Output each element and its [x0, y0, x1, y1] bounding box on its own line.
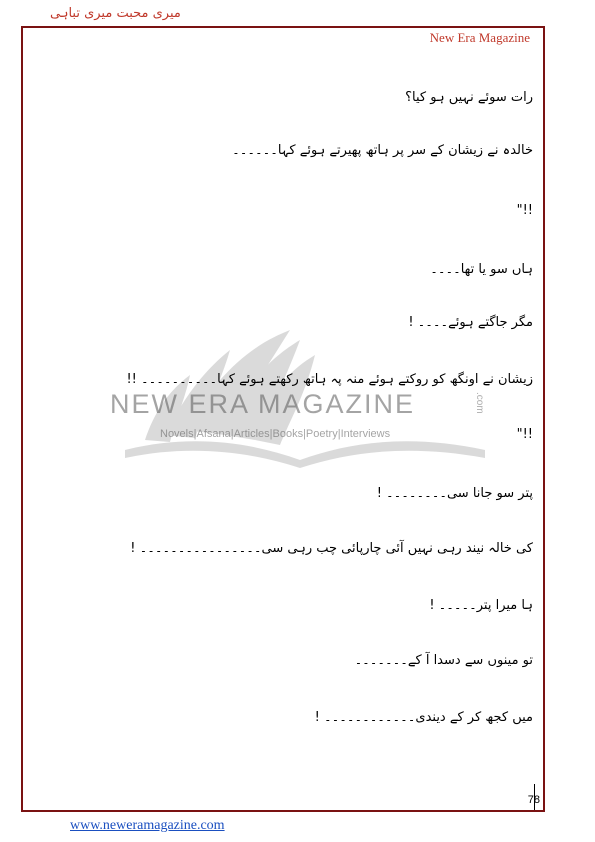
watermark-title: NEW ERA MAGAZINE	[110, 389, 416, 419]
text-line: "!!	[516, 427, 533, 442]
text-line: رات سوئے نہیں ہو کیا؟	[405, 90, 533, 105]
text-line: تو مینوں سے دسدا آ کے۔۔۔۔۔۔۔	[354, 653, 533, 668]
text-line: خالدہ نے زیشان کے سر پر ہاتھ پھیرتے ہوئے کہا۔۔۔۔۔۔	[232, 143, 533, 158]
website-link[interactable]: www.neweramagazine.com	[70, 818, 225, 833]
text-line: کی خالہ نیند رہی نہیں آئی چارپائی چب رہی سی۔۔۔۔۔۔۔۔۔۔۔۔۔۔۔۔ !	[130, 541, 533, 556]
text-line: ہاں سو یا تھا۔۔۔۔	[430, 262, 533, 277]
text-line: زیشان نے اونگھ کو روکتے ہوئے منہ پہ ہاتھ رکھتے ہوئے کہا۔۔۔۔۔۔۔۔۔۔ !!	[126, 372, 533, 387]
text-line: "!!	[516, 203, 533, 218]
text-line: مگر جاگتے ہوئے۔۔۔۔ !	[408, 315, 533, 330]
magazine-name: New Era Magazine	[429, 30, 530, 45]
text-line: میں کجھ کر کے دیندی۔۔۔۔۔۔۔۔۔۔۔۔ !	[314, 710, 533, 725]
watermark-suffix: .com	[474, 392, 485, 414]
book-title: میری محبت میری تباہی	[50, 6, 181, 21]
page-number: 78	[527, 794, 540, 806]
watermark-subtitle: Novels|Afsana|Articles|Books|Poetry|Interviews	[160, 428, 391, 440]
text-line: ہا میرا پتر۔۔۔۔۔ !	[429, 598, 533, 613]
text-line: پتر سو جانا سی۔۔۔۔۔۔۔۔ !	[376, 486, 533, 501]
